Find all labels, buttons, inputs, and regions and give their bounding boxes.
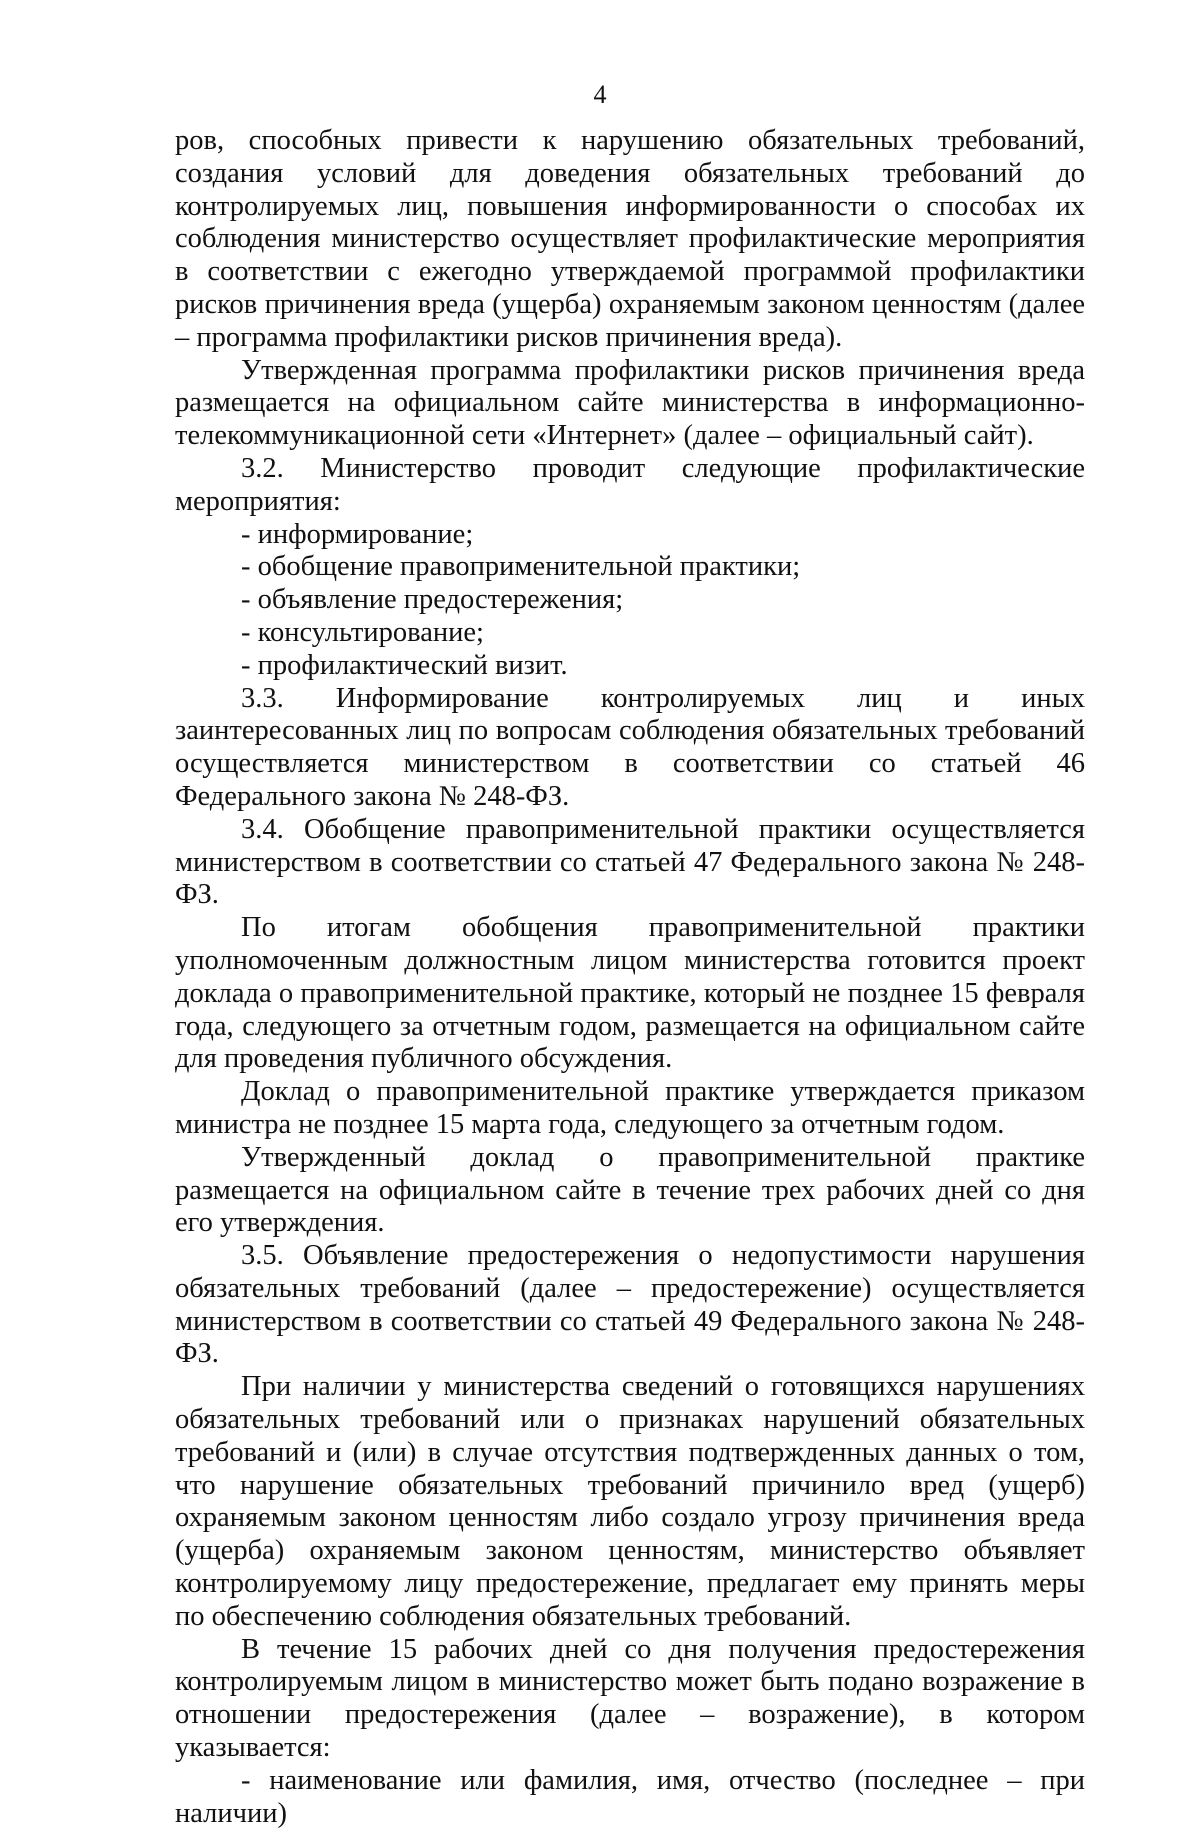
paragraph-objection-item: - наименование или фамилия, имя, отчество (последнее – при наличии) bbox=[175, 1764, 1085, 1829]
paragraph-3-3: 3.3. Информирование контролируемых лиц и иных заинтересованных лиц по вопросам соблюдения обязательных требований осуществляется министерством в соответствии со статьей 46 Федерального закона № 248-ФЗ. bbox=[175, 682, 1085, 812]
paragraph-objection: В течение 15 рабочих дней со дня получения предостережения контролируемым лицом в министерство может быть подано возражение в отношении предостережения (далее – возражение), в котором указывается: bbox=[175, 1633, 1085, 1764]
paragraph-continuation: ров, способных привести к нарушению обязательных требований, создания условий для доведения обязательных требований до контролируемых лиц, повышения информированности о способах их соблюдения министерство осуществляет профилактические мероприятия в соответствии с ежегодно утверждаемой программой профилактики рисков причинения вреда (ущерба) охраняемым законом ценностям (далее – программа профилактики рисков причинения вреда). bbox=[175, 125, 1085, 353]
list-item: - информирование; bbox=[241, 518, 474, 550]
paragraph-program-publication: Утвержденная программа профилактики рисков причинения вреда размещается на официальном сайте министерства в информационно-телекоммуникационной сети «Интернет» (далее – официальный сайт). bbox=[175, 354, 1085, 452]
list-item: - обобщение правоприменительной практики; bbox=[241, 551, 801, 583]
list-item: - профилактический визит. bbox=[241, 649, 568, 681]
page-number: 4 bbox=[593, 80, 607, 109]
document-body bbox=[175, 125, 1085, 1830]
list-3-2 bbox=[175, 519, 1085, 683]
paragraph-3-2: 3.2. Министерство проводит следующие профилактические мероприятия: bbox=[175, 452, 1085, 517]
paragraph-warning-conditions: При наличии у министерства сведений о готовящихся нарушениях обязательных требований или о признаках нарушений обязательных требований и (или) в случае отсутствия подтвержденных данных о том, что нарушение обязательных требований причинило вред (ущерб) охраняемым законом ценностям либо создало угрозу причинения вреда (ущерба) охраняемым законом ценностям, министерство объявляет контролируемому лицу предостережение, предлагает ему принять меры по обеспечению соблюдения обязательных требований. bbox=[175, 1371, 1085, 1632]
paragraph-report-publication: Утвержденный доклад о правоприменительной практике размещается на официальном сайте в течение трех рабочих дней со дня его утверждения. bbox=[175, 1141, 1085, 1239]
paragraph-report-draft: По итогам обобщения правоприменительной практики уполномоченным должностным лицом министерства готовится проект доклада о правоприменительной практике, который не позднее 15 февраля года, следующего за отчетным годом, размещается на официальном сайте для проведения публичного обсуждения. bbox=[175, 912, 1085, 1075]
paragraph-3-4: 3.4. Обобщение правоприменительной практики осуществляется министерством в соответствии со статьей 47 Федерального закона № 248-ФЗ. bbox=[175, 813, 1085, 911]
paragraph-3-5: 3.5. Объявление предостережения о недопустимости нарушения обязательных требований (далее – предостережение) осуществляется министерством в соответствии со статьей 49 Федерального закона № 248-ФЗ. bbox=[175, 1240, 1085, 1370]
list-item: - консультирование; bbox=[241, 616, 484, 648]
paragraph-report-approval: Доклад о правоприменительной практике утверждается приказом министра не позднее 15 марта года, следующего за отчетным годом. bbox=[175, 1076, 1085, 1140]
list-item: - объявление предостережения; bbox=[241, 584, 624, 616]
